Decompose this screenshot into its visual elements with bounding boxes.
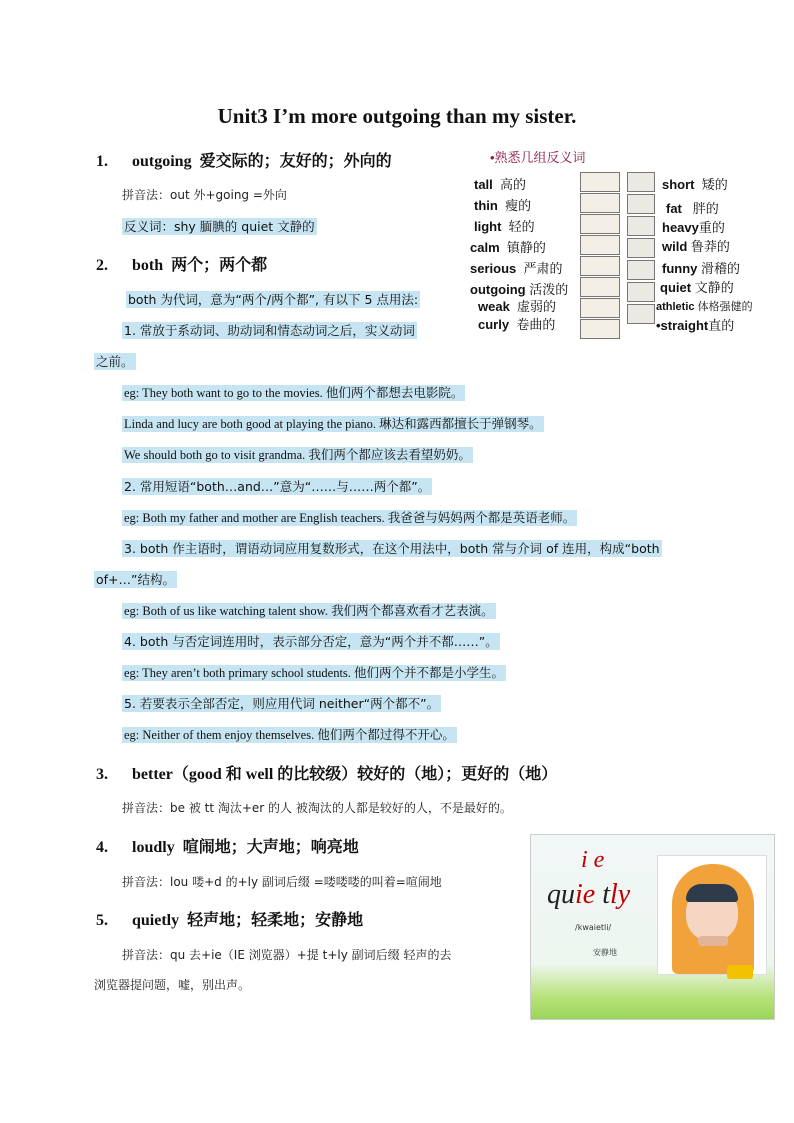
both-rule-5: 5. 若要表示全部否定，则应用代词 neither“两个都不”。 <box>124 696 440 711</box>
card-phonetic: /kwaietli/ <box>575 923 612 932</box>
antonym-left-6: weak 虚弱的 <box>478 299 557 314</box>
both-example-4: eg: Both my father and mother are English teachers. 我爸爸与妈妈两个都是英语老师。 <box>124 511 576 525</box>
quietly-pinyin: 拼音法：qu 去+ie（IE 浏览器）+提 t+ly 副词后缀 轻声的去 <box>122 948 452 962</box>
cat-icon <box>627 282 655 302</box>
antonym-left-5: outgoing 活泼的 <box>470 282 569 297</box>
weak-man-icon <box>580 298 620 318</box>
both-example-1: eg: They both want to go to the movies. 他们两个都想去电影院。 <box>124 386 464 400</box>
both-rule-3: 3. both 作主语时，谓语动词应用复数形式，在这个用法中，both 常与介词 of 连用，构成“both <box>124 541 660 556</box>
elephant-icon <box>627 216 655 236</box>
item-meaning: （good 和 well 的比较级）较好的（地）；更好的（地） <box>172 766 558 783</box>
item-number: 1. <box>96 153 108 170</box>
item-number: 3. <box>96 766 108 783</box>
both-rule-4: 4. both 与否定词连用时，表示部分否定，意为“两个并不都……”。 <box>124 634 498 649</box>
party-icon <box>580 277 620 297</box>
judge-icon <box>580 256 620 276</box>
both-rule-1: 1. 常放于系动词、助动词和情态动词之后，实义动词 <box>124 323 415 338</box>
both-rule-2: 2. 常用短语“both…and…”意为“……与……两个都”。 <box>124 479 431 494</box>
antonym-left-4: serious 严肃的 <box>470 261 563 276</box>
stick-figure-icon <box>580 193 620 213</box>
both-example-3: We should both go to visit grandma. 我们两个都应该去看望奶奶。 <box>124 448 471 462</box>
card-top-letters: i e <box>581 847 605 873</box>
bus-icon <box>727 965 753 979</box>
child-photo <box>657 855 767 975</box>
item-meaning: 轻声地；轻柔地；安静地 <box>187 912 364 929</box>
antonym-right-7: •straight直的 <box>656 318 735 333</box>
antonym-left-2: light 轻的 <box>474 219 535 234</box>
antonym-pictures-right <box>627 172 657 326</box>
camel-icon <box>580 172 620 192</box>
antonym-left-3: calm 镇静的 <box>470 240 546 255</box>
tiger-icon <box>627 304 655 324</box>
antonym-right-6: athletic 体格强健的 <box>656 301 753 313</box>
item-meaning: 喧闹地；大声地；响亮地 <box>182 839 359 856</box>
item-word: loudly <box>132 839 175 856</box>
item-meaning: 两个；两个都 <box>171 257 268 274</box>
page-title: Unit3 I’m more outgoing than my sister. <box>217 104 577 128</box>
antonyms-header: •熟悉几组反义词 <box>490 150 586 165</box>
short-figure-icon <box>627 172 655 192</box>
both-example-5: eg: Both of us like watching talent show. 我们两个都喜欢看才艺表演。 <box>124 604 494 618</box>
curly-line-icon <box>580 319 620 339</box>
antonym-right-0: short 矮的 <box>662 177 728 192</box>
item-meaning: 爱交际的；友好的；外向的 <box>199 153 392 170</box>
item-word: quietly <box>132 912 180 929</box>
heading-both <box>96 252 267 275</box>
item-word: both <box>132 257 164 274</box>
antonym-left-0: tall 高的 <box>474 177 527 192</box>
antonym-right-3: wild 鲁莽的 <box>662 239 730 254</box>
both-intro: both 为代词，意为“两个/两个都”, 有以下 5 点用法: <box>128 292 419 307</box>
heading-quietly <box>96 907 363 930</box>
both-rule-3-cont: of+…”结构。 <box>96 572 175 587</box>
outgoing-pinyin: 拼音法：out 外+going =外向 <box>122 188 287 202</box>
item-number: 2. <box>96 257 108 274</box>
heading-loudly <box>96 834 359 857</box>
card-meaning: 安静地 <box>593 948 617 957</box>
antonym-right-1: fat 胖的 <box>666 201 719 216</box>
quietly-card <box>530 834 775 1020</box>
pig-icon <box>627 194 655 214</box>
antonym-right-4: funny 滑稽的 <box>662 261 741 276</box>
antonym-left-7: curly 卷曲的 <box>478 317 556 332</box>
outgoing-antonym: 反义词：shy 腼腆的 quiet 文静的 <box>124 219 315 234</box>
loudly-pinyin: 拼音法：lou 喽+d 的+ly 副词后缀 =喽喽喽的叫着=喧闹地 <box>122 875 442 889</box>
better-pinyin: 拼音法：be 被 tt 淘汰+er 的人 被淘汰的人都是较好的人，不是最好的。 <box>122 801 512 815</box>
feather-icon <box>580 214 620 234</box>
antonym-right-5: quiet 文静的 <box>660 280 734 295</box>
item-number: 5. <box>96 912 108 929</box>
clown-icon <box>627 260 655 280</box>
item-word: better <box>132 766 173 783</box>
both-rule-1-cont: 之前。 <box>96 354 134 369</box>
heading-better <box>96 761 557 784</box>
antonym-right-2: heavy重的 <box>662 220 725 235</box>
quietly-pinyin-cont: 浏览器提问题，嘘，别出声。 <box>94 978 251 992</box>
item-number: 4. <box>96 839 108 856</box>
both-example-7: eg: Neither of them enjoy themselves. 他们两个都过得不开心。 <box>124 728 455 742</box>
card-word: quie tly <box>547 879 631 910</box>
rabbit-icon <box>627 238 655 258</box>
heading-outgoing <box>96 148 392 171</box>
both-example-6: eg: They aren’t both primary school students. 他们两个并不都是小学生。 <box>124 666 505 680</box>
item-word: outgoing <box>132 153 192 170</box>
antonym-left-1: thin 瘦的 <box>474 198 532 213</box>
horse-icon <box>580 235 620 255</box>
antonym-pictures-left <box>580 172 622 340</box>
both-example-2: Linda and lucy are both good at playing the piano. 琳达和露西都擅长于弹钢琴。 <box>124 417 542 431</box>
